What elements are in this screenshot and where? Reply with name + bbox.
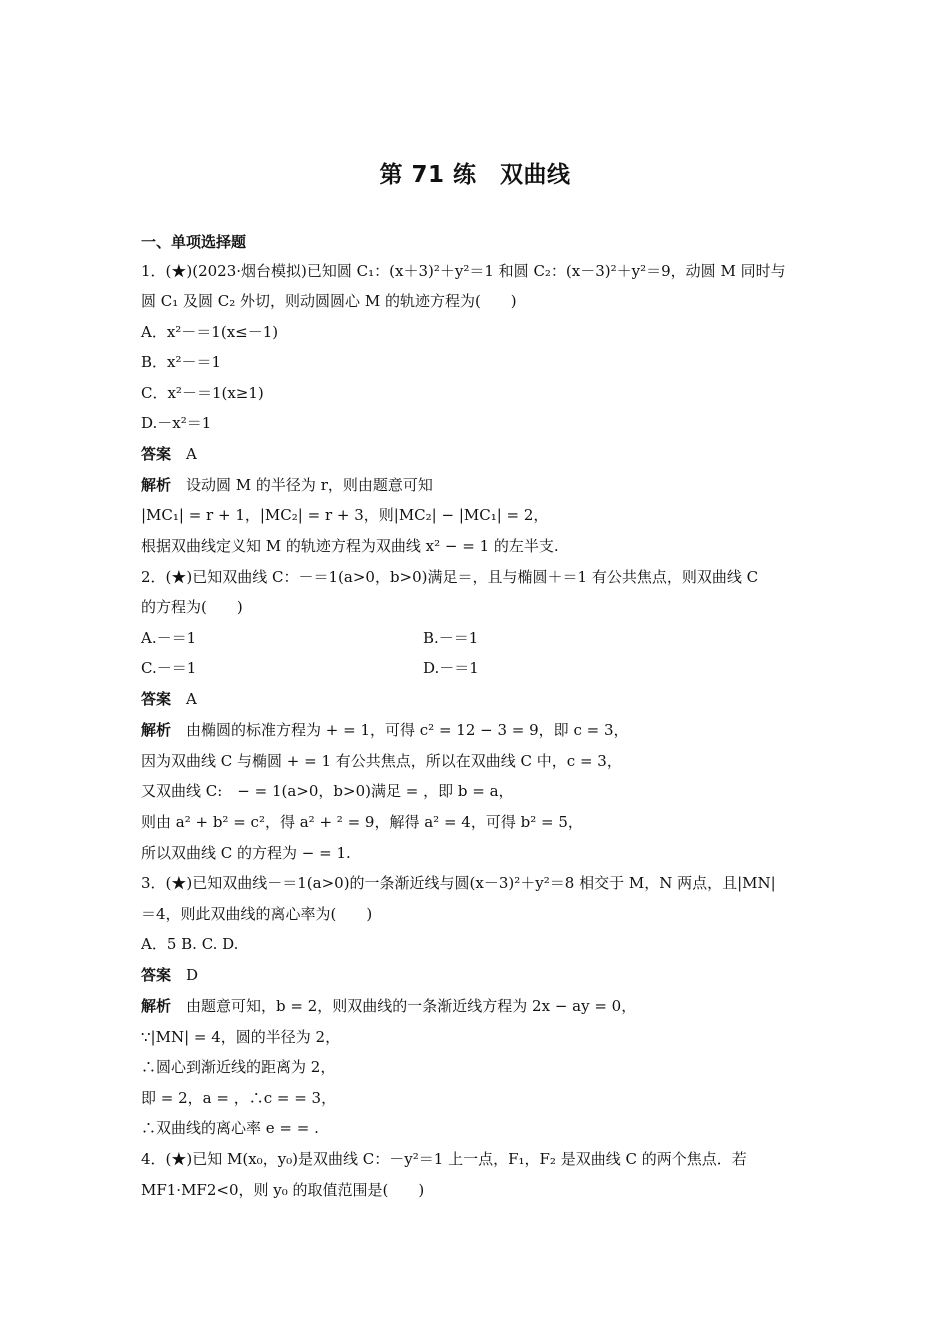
q1-analysis [141, 475, 433, 495]
page-title: 第 71 练 双曲线 [379, 162, 571, 188]
q3-answer [141, 965, 198, 985]
analysis-label: 解析 [141, 721, 172, 739]
answer-label: 答案 [141, 690, 172, 708]
q2-analysis-line2: 因为双曲线 C 与椭圆 + = 1 有公共焦点，所以在双曲线 C 中，c = 3， [141, 752, 622, 770]
q3-analysis-line5: ∴双曲线的离心率 e = = . [141, 1119, 319, 1137]
q3-analysis-line4: 即 = 2，a = ，∴c = = 3， [141, 1089, 337, 1107]
q1-analysis-line2: |MC₁| = r + 1，|MC₂| = r + 3，则|MC₂| − |MC₁| = 2， [141, 506, 549, 524]
q2-option-a: A.－＝1 [141, 629, 197, 647]
section-heading: 一、单项选择题 [141, 233, 247, 251]
q1-analysis-line3: 根据双曲线定义知 M 的轨迹方程为双曲线 x² − = 1 的左半支. [141, 537, 559, 555]
analysis-label: 解析 [141, 997, 172, 1015]
q1-stem-line2: 圆 C₁ 及圆 C₂ 外切，则动圆圆心 M 的轨迹方程为( ) [141, 292, 517, 310]
q3-analysis-line2: ∵|MN| = 4，圆的半径为 2， [141, 1028, 341, 1046]
analysis-label: 解析 [141, 476, 172, 494]
q1-answer [141, 444, 197, 464]
q2-stem-line2: 的方程为( ) [141, 598, 243, 616]
q2-analysis [141, 720, 629, 740]
q1-option-c: C．x²－＝1(x≥1) [141, 384, 264, 402]
answer-value: A [186, 445, 197, 463]
analysis-text: 由椭圆的标准方程为 + = 1，可得 c² = 12 − 3 = 9，即 c = 3， [186, 721, 629, 739]
answer-value: A [186, 690, 197, 708]
q3-options: A．5 B. C. D. [141, 935, 239, 953]
q3-analysis [141, 996, 636, 1016]
q3-stem-line2: ＝4，则此双曲线的离心率为( ) [141, 905, 373, 923]
q1-option-a: A．x²－＝1(x≤－1) [141, 323, 279, 341]
analysis-text: 设动圆 M 的半径为 r，则由题意可知 [186, 476, 433, 494]
q2-analysis-line4: 则由 a² + b² = c²，得 a² + ² = 9，解得 a² = 4，可得 b² = 5， [141, 813, 583, 831]
q2-option-c: C.－＝1 [141, 659, 197, 677]
q3-analysis-line3: ∴圆心到渐近线的距离为 2， [141, 1058, 336, 1076]
q4-stem-line2: MF1·MF2<0，则 y₀ 的取值范围是( ) [141, 1181, 425, 1199]
q4-stem-line1: 4．(★)已知 M(x₀，y₀)是双曲线 C：－y²＝1 上一点，F₁，F₂ 是双曲线 C 的两个焦点．若 [141, 1150, 747, 1168]
q1-option-d: D.－x²＝1 [141, 414, 212, 432]
q1-stem-line1: 1．(★)(2023·烟台模拟)已知圆 C₁：(x＋3)²＋y²＝1 和圆 C₂：(x－3)²＋y²＝9，动圆 M 同时与 [141, 262, 786, 280]
q2-option-b: B.－＝1 [423, 629, 479, 647]
q2-analysis-line3: 又双曲线 C: − = 1(a>0，b>0)满足 = ，即 b = a， [141, 782, 514, 800]
q1-option-b: B．x²－＝1 [141, 353, 222, 371]
q2-answer [141, 689, 197, 709]
answer-label: 答案 [141, 966, 172, 984]
answer-value: D [186, 966, 199, 984]
q3-stem-line1: 3．(★)已知双曲线－＝1(a>0)的一条渐近线与圆(x－3)²＋y²＝8 相交于 M，N 两点，且|MN| [141, 874, 776, 892]
q2-analysis-line5: 所以双曲线 C 的方程为 − = 1. [141, 844, 351, 862]
q2-stem-line1: 2．(★)已知双曲线 C：－＝1(a>0，b>0)满足＝，且与椭圆＋＝1 有公共焦点，则双曲线 C [141, 568, 759, 586]
analysis-text: 由题意可知，b = 2，则双曲线的一条渐近线方程为 2x − ay = 0， [186, 997, 637, 1015]
answer-label: 答案 [141, 445, 172, 463]
q2-option-d: D.－＝1 [423, 659, 479, 677]
